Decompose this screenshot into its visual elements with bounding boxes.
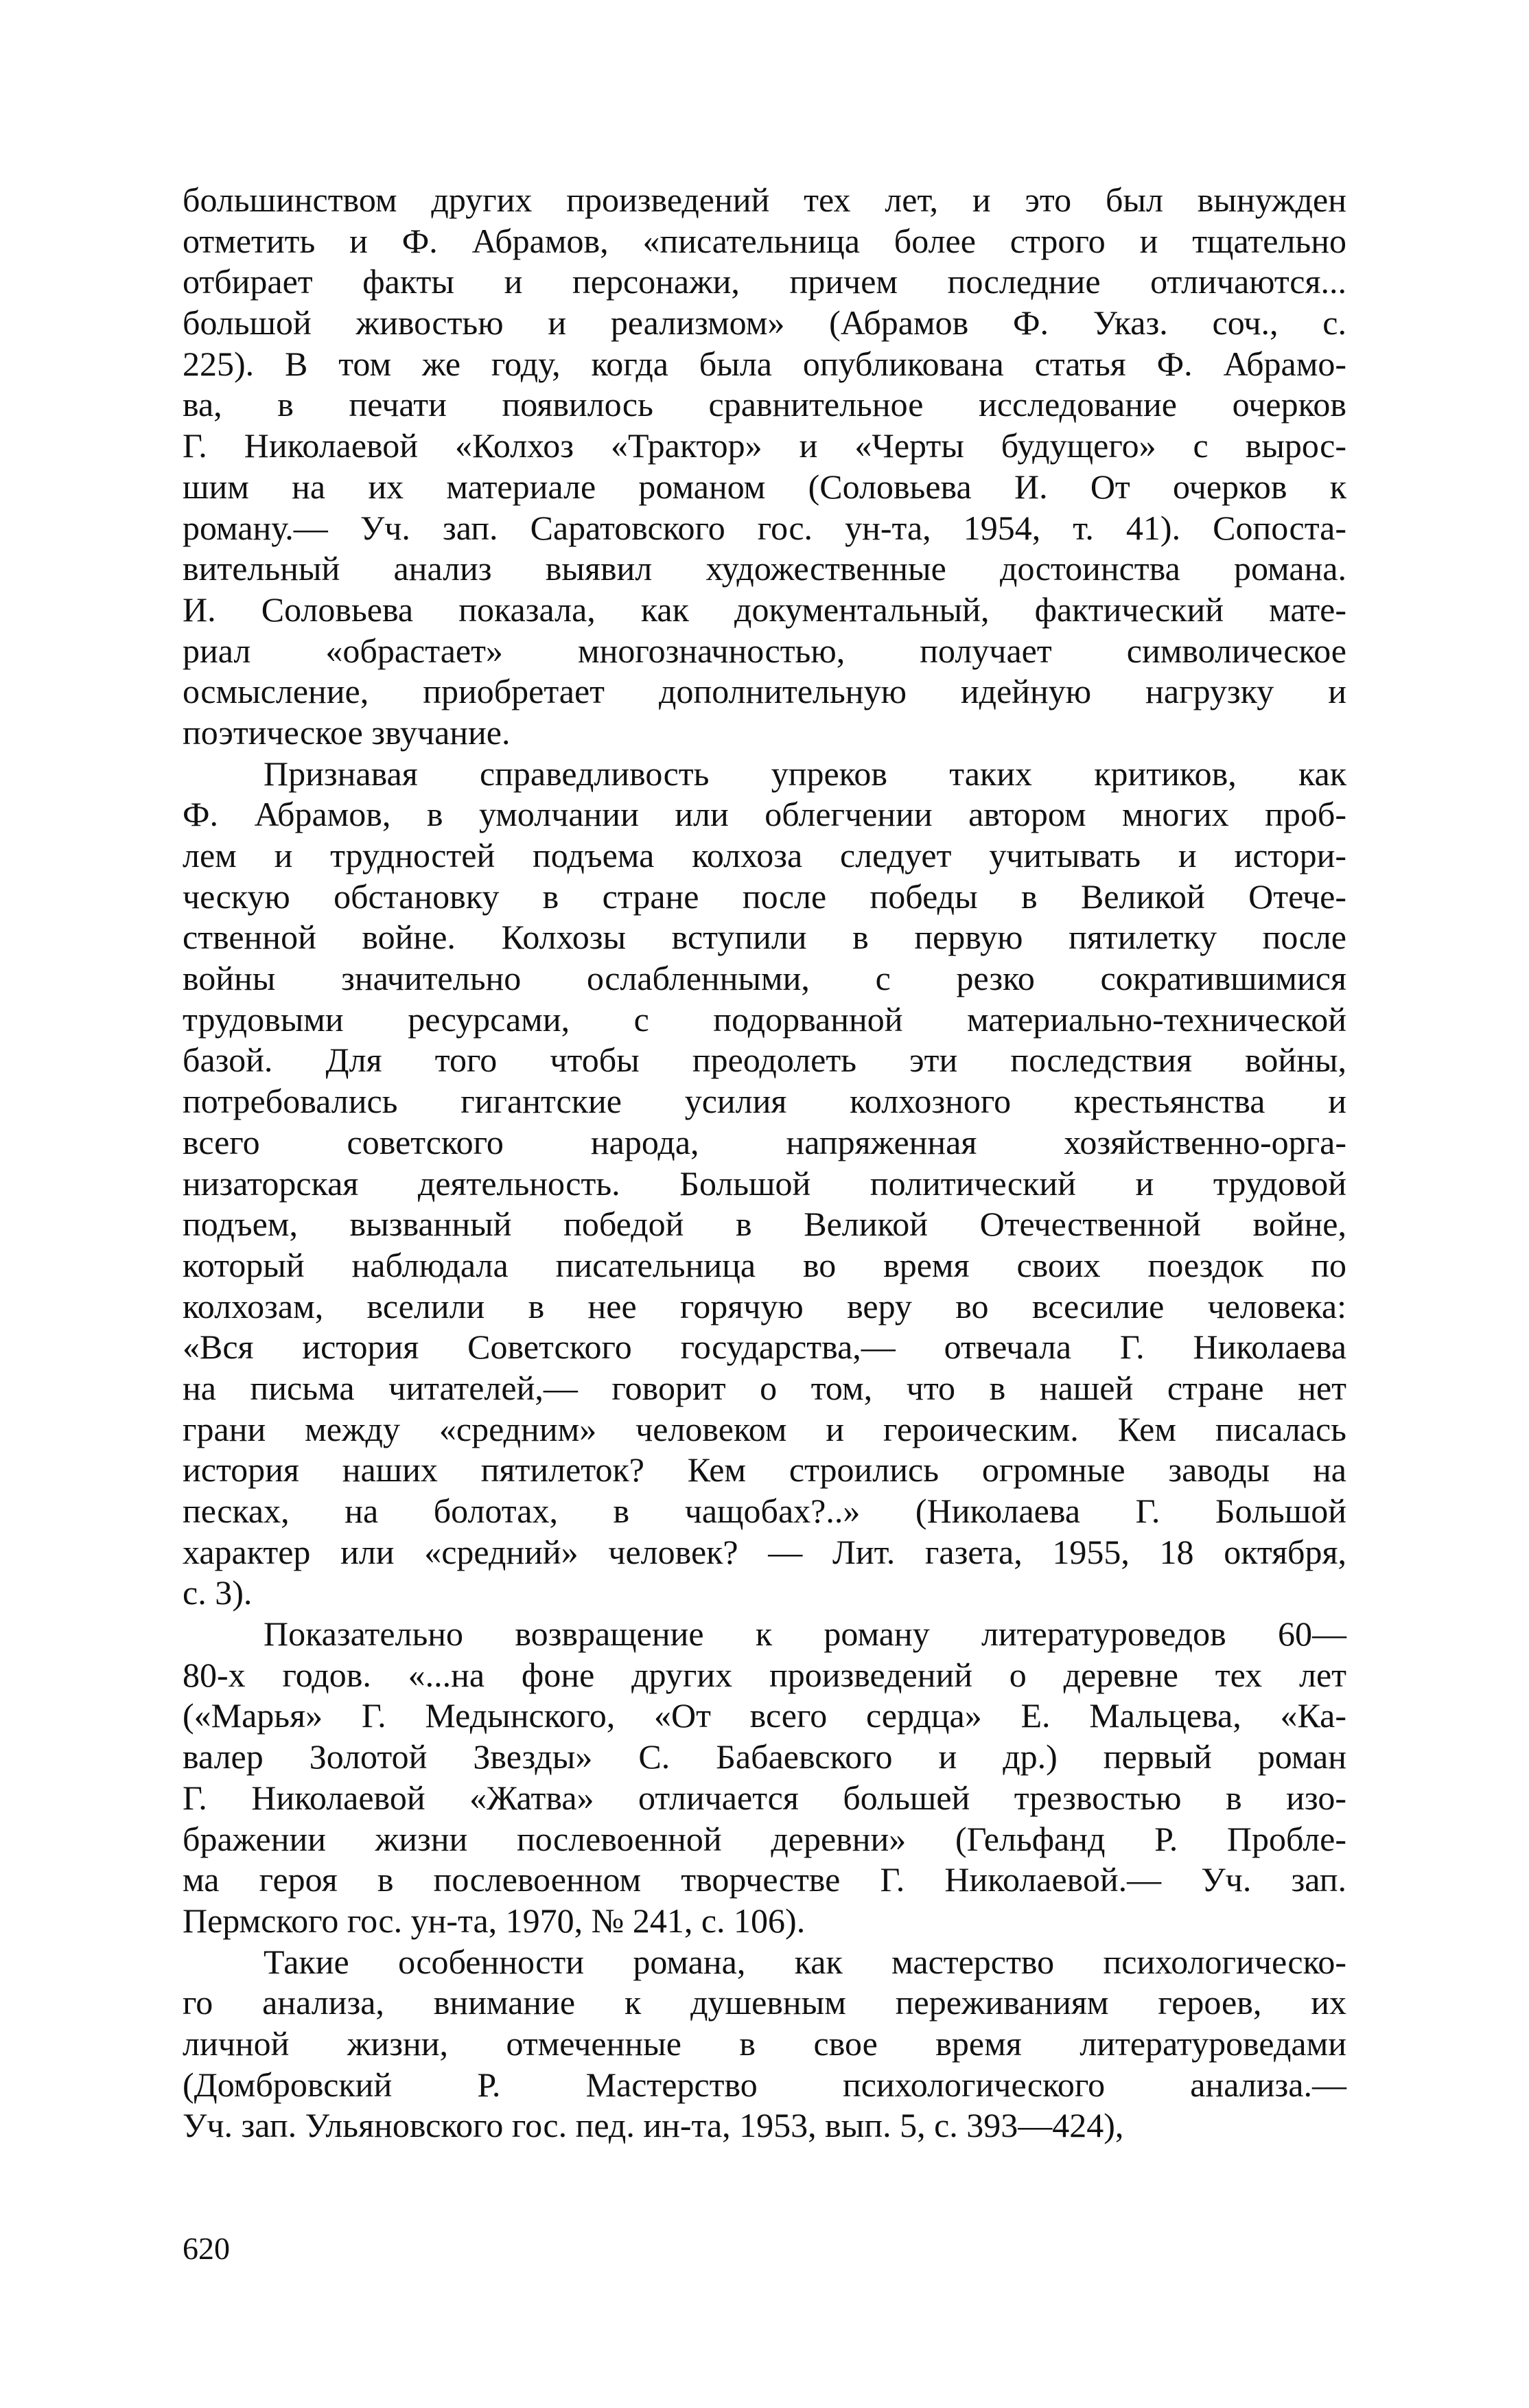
text-line: всего советского народа, напряженная хозяйственно-орга-: [183, 1122, 1346, 1161]
text-line: ческую обстановку в стране после победы в Великой Отече-: [183, 877, 1346, 916]
text-line: отбирает факты и персонажи, причем последние отличаются...: [183, 262, 1346, 301]
text-line: Г. Николаевой «Жатва» отличается большей трезвостью в изо-: [183, 1778, 1346, 1817]
text-line: войны значительно ослабленными, с резко сократившимися: [183, 959, 1346, 998]
text-line: «Вся история Советского государства,— отвечала Г. Николаева: [183, 1328, 1346, 1367]
text-line: потребовались гигантские усилия колхозного крестьянства и: [183, 1082, 1346, 1121]
text-line: ма героя в послевоенном творчестве Г. Николаевой.— Уч. зап.: [183, 1860, 1346, 1899]
text-line: («Марья» Г. Медынского, «От всего сердца» Е. Мальцева, «Ка-: [183, 1696, 1346, 1735]
text-line: валер Золотой Звезды» С. Бабаевского и др.) первый роман: [183, 1737, 1346, 1776]
text-line: лем и трудностей подъема колхоза следует учитывать и истори-: [183, 836, 1346, 875]
text-line: поэтическое звучание.: [183, 713, 511, 752]
text-line: отметить и Ф. Абрамов, «писательница более строго и тщательно: [183, 221, 1346, 260]
text-line: большой живостью и реализмом» (Абрамов Ф. Указ. соч., с.: [183, 303, 1346, 343]
paragraph: [183, 1942, 1346, 2146]
paragraph: [183, 180, 1346, 754]
text-line: 225). В том же году, когда была опубликована статья Ф. Абрамо-: [183, 344, 1346, 383]
page-number: 620: [183, 2231, 230, 2266]
text-line: личной жизни, отмеченные в свое время литературоведами: [183, 2024, 1346, 2063]
text-line: низаторская деятельность. Большой политический и трудовой: [183, 1164, 1346, 1203]
text-line: колхозам, вселили в нее горячую веру во всесилие человека:: [183, 1286, 1346, 1325]
text-line: ва, в печати появилось сравнительное исследование очерков: [183, 385, 1346, 424]
text-line: подъем, вызванный победой в Великой Отечественной войне,: [183, 1205, 1346, 1244]
text-line: Уч. зап. Ульяновского гос. пед. ин-та, 1953, вып. 5, с. 393—424),: [183, 2106, 1124, 2145]
body-text: [183, 180, 1346, 2146]
text-line: грани между «средним» человеком и героическим. Кем писалась: [183, 1409, 1346, 1448]
text-line: Показательно возвращение к роману литературоведов 60—: [264, 1614, 1346, 1654]
text-line: И. Соловьева показала, как документальный, фактический мате-: [183, 590, 1346, 629]
text-line: роману.— Уч. зап. Саратовского гос. ун-та, 1954, т. 41). Сопоста-: [183, 508, 1346, 547]
paragraph: [183, 1614, 1346, 1942]
text-line: риал «обрастает» многозначностью, получает символическое: [183, 631, 1346, 670]
text-line: трудовыми ресурсами, с подорванной материально-технической: [183, 999, 1346, 1039]
text-line: осмысление, приобретает дополнительную идейную нагрузку и: [183, 672, 1346, 711]
text-line: Ф. Абрамов, в умолчании или облегчении автором многих проб-: [183, 795, 1346, 834]
text-line: большинством других произведений тех лет, и это был вынужден: [183, 181, 1346, 219]
text-line: шим на их материале романом (Соловьева И. От очерков к: [183, 467, 1346, 506]
text-line: бражении жизни послевоенной деревни» (Гельфанд Р. Пробле-: [183, 1819, 1346, 1858]
text-line: на письма читателей,— говорит о том, что в нашей стране нет: [183, 1368, 1346, 1407]
text-line: Такие особенности романа, как мастерство психологическо-: [264, 1942, 1346, 1981]
paragraph: [183, 754, 1346, 1614]
text-line: Пермского гос. ун-та, 1970, № 241, с. 106).: [183, 1901, 806, 1940]
text-line: ственной войне. Колхозы вступили в первую пятилетку после: [183, 918, 1346, 957]
text-line: базой. Для того чтобы преодолеть эти последствия войны,: [183, 1041, 1346, 1080]
text-line: (Домбровский Р. Мастерство психологического анализа.—: [183, 2065, 1346, 2104]
text-line: с. 3).: [183, 1573, 253, 1612]
text-line: песках, на болотах, в чащобах?..» (Николаева Г. Большой: [183, 1492, 1346, 1530]
text-line: характер или «средний» человек? — Лит. газета, 1955, 18 октября,: [183, 1532, 1346, 1571]
text-line: го анализа, внимание к душевным переживаниям героев, их: [183, 1983, 1346, 2022]
text-line: история наших пятилеток? Кем строились огромные заводы на: [183, 1450, 1346, 1490]
text-line: 80-х годов. «...на фоне других произведений о деревне тех лет: [183, 1655, 1346, 1694]
text-line: Г. Николаевой «Колхоз «Трактор» и «Черты будущего» с вырос-: [183, 426, 1346, 465]
text-line: который наблюдала писательница во время своих поездок по: [183, 1245, 1346, 1284]
text-line: вительный анализ выявил художественные достоинства романа.: [183, 549, 1346, 588]
text-line: Признавая справедливость упреков таких критиков, как: [264, 754, 1346, 793]
